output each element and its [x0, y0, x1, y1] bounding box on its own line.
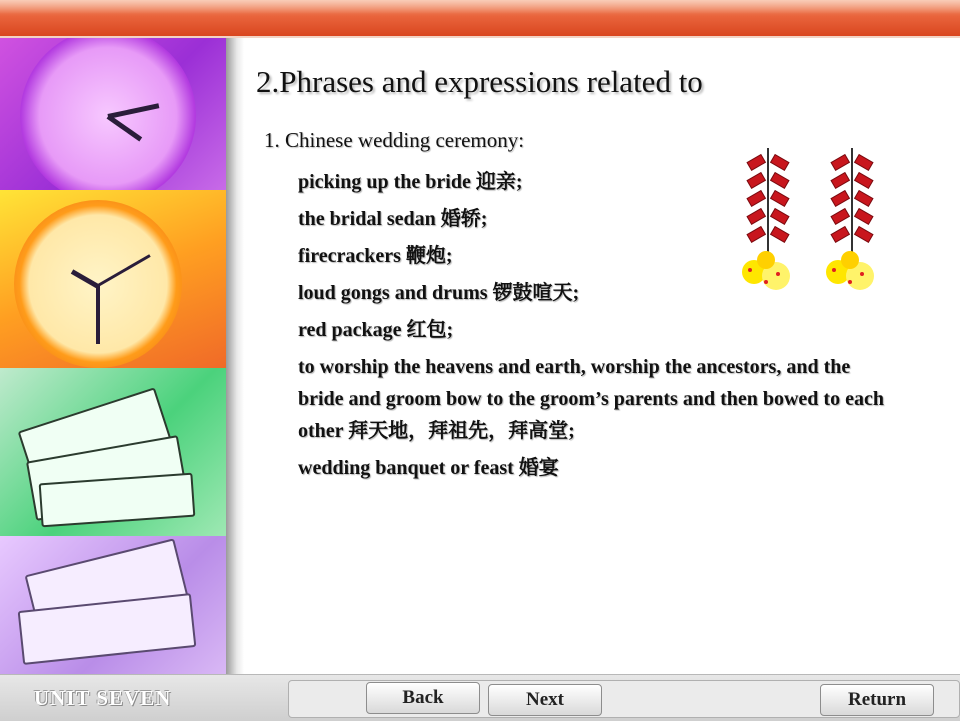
- list-item: loud gongs and drums 锣鼓喧天;: [298, 282, 580, 304]
- clock-icon: [14, 200, 182, 368]
- firecrackers-image: [736, 148, 800, 292]
- list-item: picking up the bride 迎亲;: [298, 171, 523, 193]
- lilac-books-photo: [0, 536, 226, 674]
- list-item: to worship the heavens and earth, worship the ancestors, and the bride and groom bow to the groom’s parents and then bowed to each other 拜天地，拜祖先，拜高堂;: [298, 356, 884, 442]
- firecrackers-image: [820, 148, 884, 292]
- purple-clock-photo: [0, 38, 226, 190]
- unit-label: UNIT SEVEN: [34, 686, 172, 710]
- list-item: the bridal sedan 婚轿;: [298, 208, 488, 230]
- slide-title: 2.Phrases and expressions related to: [256, 64, 703, 99]
- orange-clock-photo: [0, 190, 226, 368]
- return-button[interactable]: Return: [820, 684, 934, 716]
- strip-shadow: [226, 38, 244, 674]
- side-decoration: [0, 38, 226, 674]
- list-item: wedding banquet or feast 婚宴: [298, 457, 559, 479]
- list-item: firecrackers 鞭炮;: [298, 245, 453, 267]
- section-subheading: 1. Chinese wedding ceremony:: [264, 128, 525, 152]
- top-banner: [0, 0, 960, 38]
- next-button[interactable]: Next: [488, 684, 602, 716]
- green-books-photo: [0, 368, 226, 536]
- list-item: red package 红包;: [298, 319, 454, 341]
- clock-icon: [20, 38, 196, 204]
- back-button[interactable]: Back: [366, 682, 480, 714]
- phrase-list: [298, 166, 898, 489]
